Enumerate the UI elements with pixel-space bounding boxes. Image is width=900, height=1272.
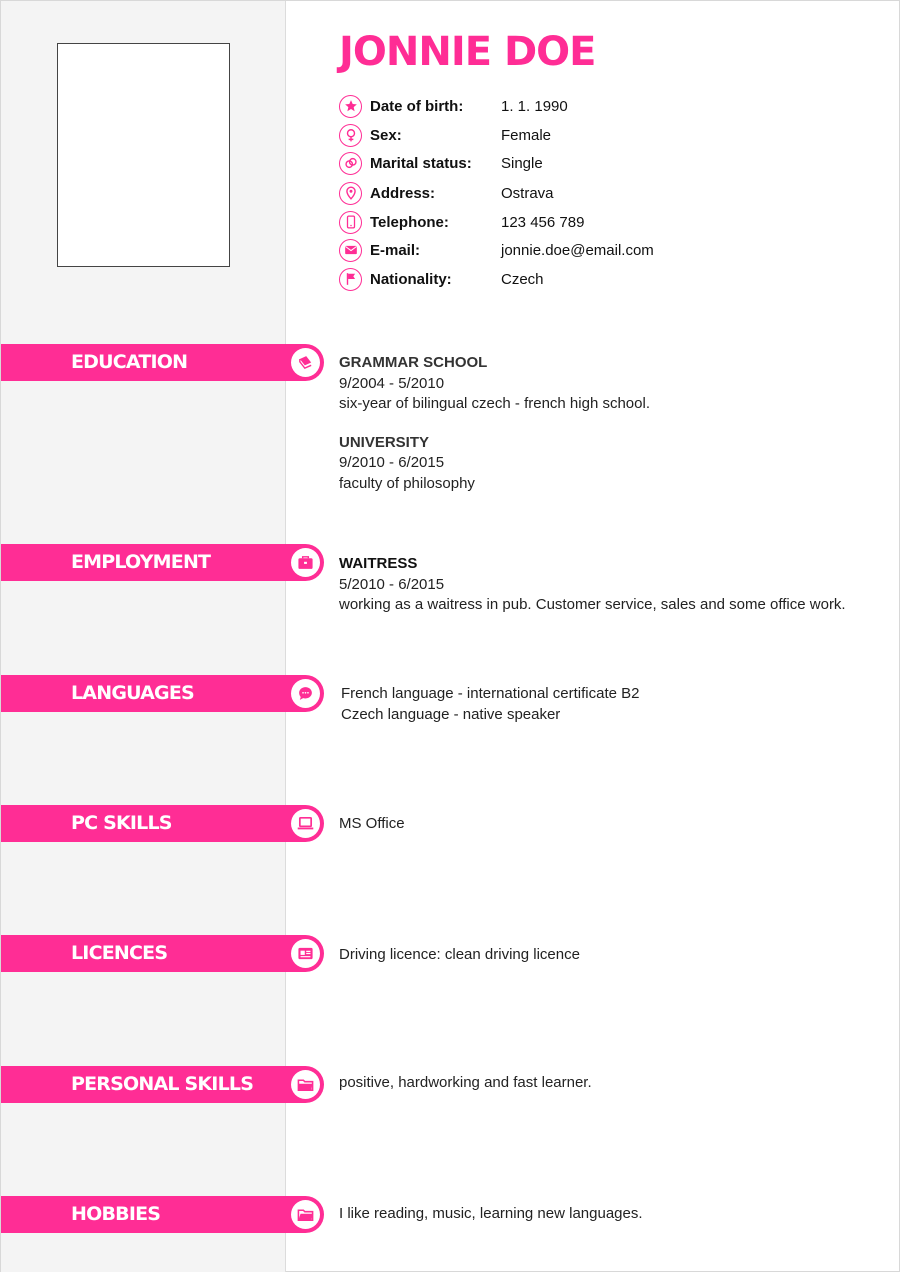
info-label: Sex: xyxy=(370,126,402,144)
entry-title: UNIVERSITY xyxy=(339,433,430,451)
photo-placeholder xyxy=(57,43,230,267)
section-title: LANGUAGES xyxy=(71,682,194,704)
info-value: 1. 1. 1990 xyxy=(501,97,568,115)
entry-dates: 9/2004 - 5/2010 xyxy=(339,374,445,392)
info-label: E-mail: xyxy=(370,241,421,259)
info-value: Single xyxy=(501,154,543,172)
info-value: Czech xyxy=(501,270,544,288)
info-value: 123 456 789 xyxy=(501,213,585,231)
personal-skills-content xyxy=(339,1073,592,1094)
flag-icon xyxy=(339,268,362,291)
envelope-icon xyxy=(339,239,362,262)
section-title: PERSONAL SKILLS xyxy=(71,1073,254,1095)
info-value: jonnie.doe@email.com xyxy=(501,241,654,259)
licences-content xyxy=(339,945,580,966)
info-label: Telephone: xyxy=(370,213,449,231)
section-banner-education xyxy=(1,344,324,381)
chat-bubble-icon xyxy=(291,679,320,708)
info-label: Date of birth: xyxy=(370,97,464,115)
entry-title: GRAMMAR SCHOOL xyxy=(339,354,488,371)
employment-content xyxy=(339,554,846,634)
entry-dates: 9/2010 - 6/2015 xyxy=(339,454,445,471)
pc-skill-line: MS Office xyxy=(339,815,405,832)
folder-icon xyxy=(291,1070,320,1099)
phone-icon xyxy=(339,211,362,234)
info-row-sex xyxy=(339,123,552,147)
languages-content xyxy=(341,684,640,725)
rings-icon xyxy=(339,152,362,175)
section-title: LICENCES xyxy=(71,942,168,964)
section-banner-languages xyxy=(1,675,324,712)
info-row-telephone xyxy=(339,210,585,234)
info-row-nationality xyxy=(339,267,544,291)
employment-entry xyxy=(339,554,846,616)
info-value: Ostrava xyxy=(501,184,554,202)
education-content xyxy=(339,353,650,512)
laptop-icon xyxy=(291,809,320,838)
info-row-date-of-birth xyxy=(339,94,568,118)
info-label: Marital status: xyxy=(370,154,472,172)
person-name: JONNIE DOE xyxy=(339,29,596,75)
section-banner-pc-skills xyxy=(1,805,324,842)
section-banner-hobbies xyxy=(1,1196,324,1233)
info-row-address xyxy=(339,181,554,205)
star-icon xyxy=(339,95,362,118)
pc-skills-content xyxy=(339,814,405,835)
language-line: French language - international certificate B2 xyxy=(341,685,640,702)
info-label: Nationality: xyxy=(370,270,452,288)
entry-title: WAITRESS xyxy=(339,555,418,572)
section-banner-personal-skills xyxy=(1,1066,324,1103)
info-row-email xyxy=(339,238,654,262)
personal-skill-line: positive, hardworking and fast learner. xyxy=(339,1074,592,1091)
folder-open-icon xyxy=(291,1200,320,1229)
map-pin-icon xyxy=(339,182,362,205)
info-label: Address: xyxy=(370,184,436,202)
id-card-icon xyxy=(291,939,320,968)
hobby-line: I like reading, music, learning new languages. xyxy=(339,1205,643,1222)
entry-dates: 5/2010 - 6/2015 xyxy=(339,575,445,593)
section-title: HOBBIES xyxy=(71,1203,161,1225)
entry-description: faculty of philosophy xyxy=(339,474,475,492)
section-banner-licences xyxy=(1,935,324,972)
info-row-marital-status xyxy=(339,151,543,175)
info-value: Female xyxy=(501,126,552,144)
entry-description: working as a waitress in pub. Customer service, sales and some office work. xyxy=(339,596,846,613)
hobbies-content xyxy=(339,1204,643,1225)
briefcase-icon xyxy=(291,548,320,577)
section-title: EDUCATION xyxy=(71,351,188,373)
language-line: Czech language - native speaker xyxy=(341,705,561,723)
female-icon xyxy=(339,124,362,147)
education-entry xyxy=(339,353,650,415)
education-entry xyxy=(339,433,650,495)
entry-description: six-year of bilingual czech - french high school. xyxy=(339,395,650,412)
licence-line: Driving licence: clean driving licence xyxy=(339,946,580,963)
section-banner-employment xyxy=(1,544,324,581)
section-title: PC SKILLS xyxy=(71,812,172,834)
book-icon xyxy=(291,348,320,377)
section-title: EMPLOYMENT xyxy=(71,551,211,573)
